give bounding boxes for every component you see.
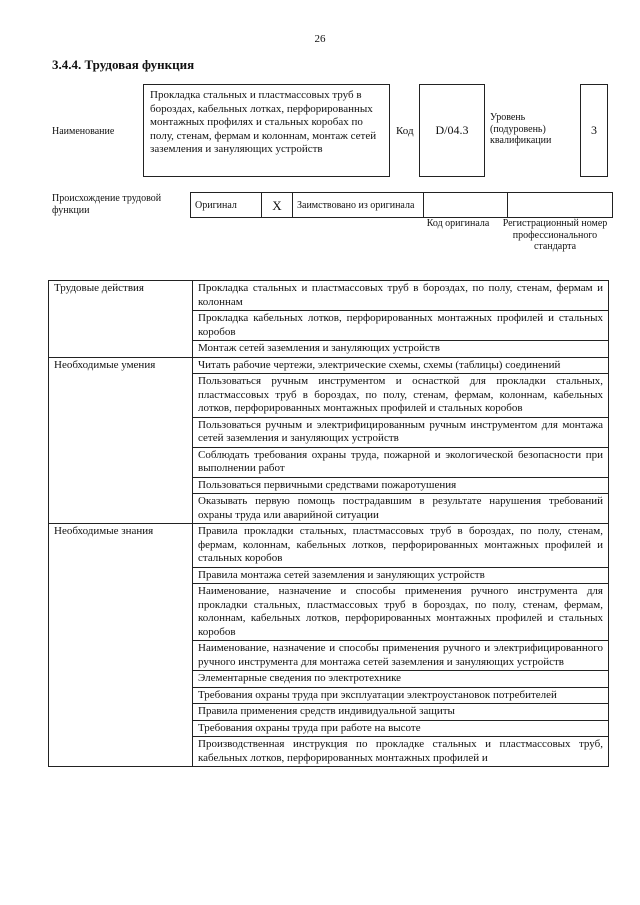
description-cell: Оказывать первую помощь пострадавшим в результате нарушения требований охраны труда или аварийной ситуации xyxy=(193,494,609,524)
labor-actions-table xyxy=(48,280,609,767)
description-cell: Пользоваться первичными средствами пожаротушения xyxy=(193,477,609,494)
description-cell: Прокладка стальных и пластмассовых труб в бороздах, по полу, стенам, фермам и колоннам xyxy=(193,281,609,311)
description-cell: Правила монтажа сетей заземления и зануляющих устройств xyxy=(193,567,609,584)
name-label: Наименование xyxy=(52,126,115,137)
code-original-cell xyxy=(424,193,508,218)
function-name-box: Прокладка стальных и пластмассовых труб в бороздах, кабельных лотках, перфорированных монтажных профилях и стальных коробах по полу, стенам, фермам и колоннам, монтаж сетей заземления и зануляющих устройств xyxy=(143,84,390,177)
page-number: 26 xyxy=(314,33,326,45)
level-label: Уровень (подуровень) квалификации xyxy=(490,112,552,146)
category-cell: Необходимые умения xyxy=(49,357,193,524)
category-cell: Необходимые знания xyxy=(49,524,193,767)
reg-number-cell xyxy=(508,193,613,218)
description-cell: Наименование, назначение и способы применения ручного инструмента для прокладки стальных, пластмассовых труб в бороздах, по полу, стенам, фермам, колоннам, кабельных лотков, перфорированных монтажных профилей и стальных коробов xyxy=(193,584,609,641)
description-cell: Монтаж сетей заземления и зануляющих устройств xyxy=(193,341,609,358)
origin-table xyxy=(190,192,613,218)
description-cell: Правила применения средств индивидуальной защиты xyxy=(193,704,609,721)
level-value-box: 3 xyxy=(580,84,608,177)
original-label: Оригинал xyxy=(191,193,262,218)
description-cell: Пользоваться ручным инструментом и оснасткой для прокладки стальных, пластмассовых труб в бороздах, по полу, стенам, фермам, колоннам, кабельных лотков, перфорированных монтажных профилей и стальных коробов xyxy=(193,374,609,418)
description-cell: Производственная инструкция по прокладке стальных и пластмассовых труб, кабельных лотков, перфорированных монтажных профилей и xyxy=(193,737,609,767)
description-cell: Соблюдать требования охраны труда, пожарной и экологической безопасности при выполнении работ xyxy=(193,447,609,477)
reg-number-label: Регистрационный номер профессионального стандарта xyxy=(502,218,608,252)
description-cell: Читать рабочие чертежи, электрические схемы, схемы (таблицы) соединений xyxy=(193,357,609,374)
description-cell: Пользоваться ручным и электрифицированным ручным инструментом для монтажа сетей заземления и зануляющих устройств xyxy=(193,417,609,447)
table-row xyxy=(49,524,609,568)
code-original-label: Код оригинала xyxy=(426,218,490,229)
table-row xyxy=(49,281,609,311)
description-cell: Требования охраны труда при работе на высоте xyxy=(193,720,609,737)
category-cell: Трудовые действия xyxy=(49,281,193,358)
description-cell: Элементарные сведения по электротехнике xyxy=(193,671,609,688)
code-label: Код xyxy=(396,125,414,137)
original-mark: X xyxy=(262,193,293,218)
description-cell: Требования охраны труда при эксплуатации электроустановок потребителей xyxy=(193,687,609,704)
code-value-box: D/04.3 xyxy=(419,84,485,177)
origin-label: Происхождение трудовой функции xyxy=(52,193,162,216)
table-row xyxy=(49,357,609,374)
borrowed-label: Заимствовано из оригинала xyxy=(293,193,424,218)
description-cell: Правила прокладки стальных, пластмассовых труб в бороздах, по полу, стенам, фермам, колоннам, кабельных лотков, перфорированных монтажных профилей и стальных коробов xyxy=(193,524,609,568)
description-cell: Прокладка кабельных лотков, перфорированных монтажных профилей и стальных коробов xyxy=(193,311,609,341)
page-bottom-margin xyxy=(0,830,640,905)
section-title: 3.4.4. Трудовая функция xyxy=(52,57,195,72)
description-cell: Наименование, назначение и способы применения ручного и электрифицированного ручного инструмента для монтажа сетей заземления и зануляющих устройств xyxy=(193,641,609,671)
